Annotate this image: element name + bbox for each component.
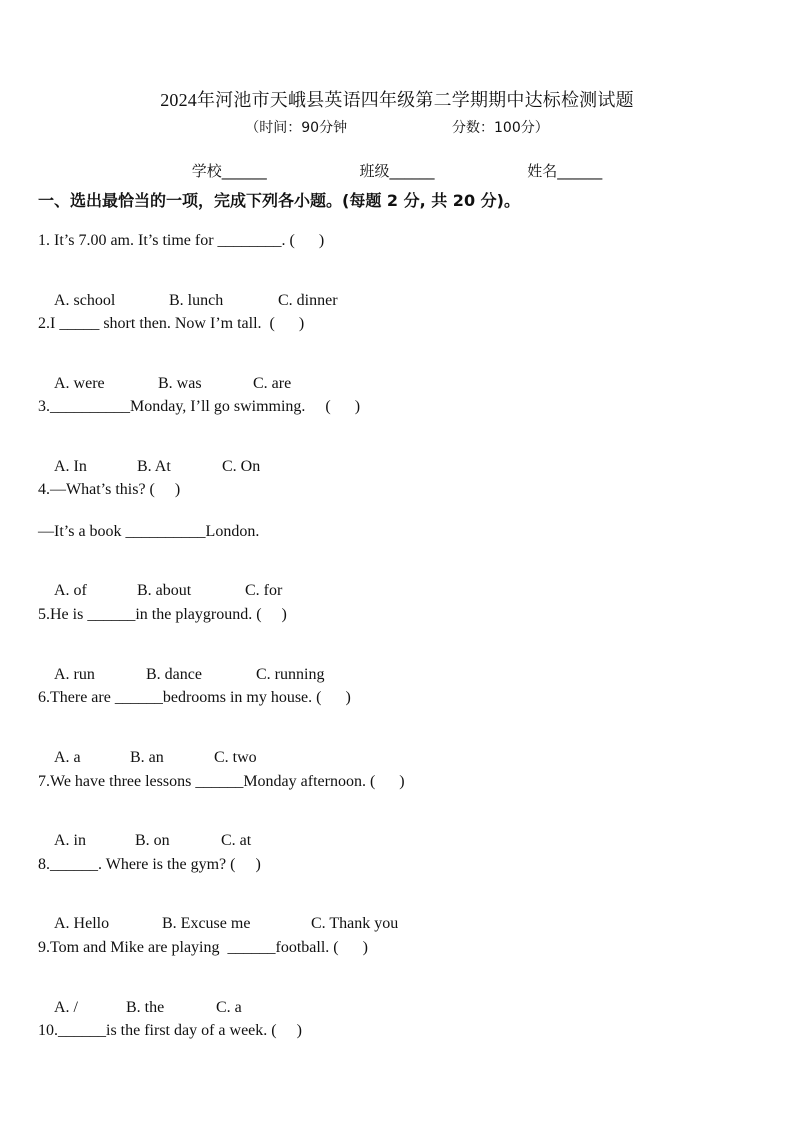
time-limit: （时间：90分钟 (245, 120, 348, 136)
question-6: 6.There are ______bedrooms in my house. ( ) (38, 689, 351, 706)
question-4: 4.—What’s this? ( ) (38, 481, 181, 498)
option-c: C. for (245, 582, 283, 599)
option-c: C. are (253, 375, 292, 392)
option-a: A. In (54, 458, 87, 475)
question-3: 3.__________Monday, I’ll go swimming. ( ) (38, 398, 361, 415)
option-a: A. in (54, 832, 86, 849)
option-b: B. was (158, 375, 202, 392)
option-b: B. dance (146, 666, 202, 683)
option-c: C. On (222, 458, 261, 475)
exam-title: 2024年河池市天峨县英语四年级第二学期期中达标检测试题 (160, 90, 634, 110)
option-a: A. run (54, 666, 95, 683)
question-9: 9.Tom and Mike are playing ______football. ( ) (38, 939, 368, 956)
option-a: A. were (54, 375, 105, 392)
total-score: 分数：100分） (452, 120, 549, 136)
option-a: A. Hello (54, 915, 110, 932)
option-b: B. an (130, 749, 164, 766)
question-5: 5.He is ______in the playground. ( ) (38, 606, 287, 623)
option-a: A. of (54, 582, 87, 599)
student-info-row (0, 160, 794, 181)
option-c: C. Thank you (311, 915, 399, 932)
question-4-answer-line: —It’s a book __________London. (38, 523, 260, 540)
question-7: 7.We have three lessons ______Monday afternoon. ( ) (38, 773, 405, 790)
option-b: B. At (137, 458, 171, 475)
option-b: B. the (126, 999, 165, 1016)
option-a: A. school (54, 292, 116, 309)
option-c: C. a (216, 999, 242, 1016)
option-a: A. / (54, 999, 78, 1016)
option-a: A. a (54, 749, 81, 766)
section-title: 一、选出最恰当的一项，完成下列各小题。(每题 2 分, 共 20 分)。 (38, 191, 520, 210)
option-c: C. dinner (278, 292, 338, 309)
name-field: 姓名______ (527, 162, 603, 180)
question-2: 2.I _____ short then. Now I’m tall. ( ) (38, 315, 305, 332)
option-c: C. at (221, 832, 252, 849)
option-b: B. on (135, 832, 170, 849)
question-1: 1. It’s 7.00 am. It’s time for ________. ( ) (38, 232, 325, 249)
option-c: C. two (214, 749, 257, 766)
option-b: B. Excuse me (162, 915, 251, 932)
exam-meta (0, 117, 794, 137)
option-c: C. running (256, 666, 325, 683)
question-8: 8.______. Where is the gym? ( ) (38, 856, 261, 873)
option-b: B. about (137, 582, 192, 599)
class-field: 班级______ (359, 162, 435, 180)
school-field: 学校______ (191, 162, 267, 180)
option-b: B. lunch (169, 292, 224, 309)
question-10: 10.______is the first day of a week. ( ) (38, 1022, 302, 1039)
